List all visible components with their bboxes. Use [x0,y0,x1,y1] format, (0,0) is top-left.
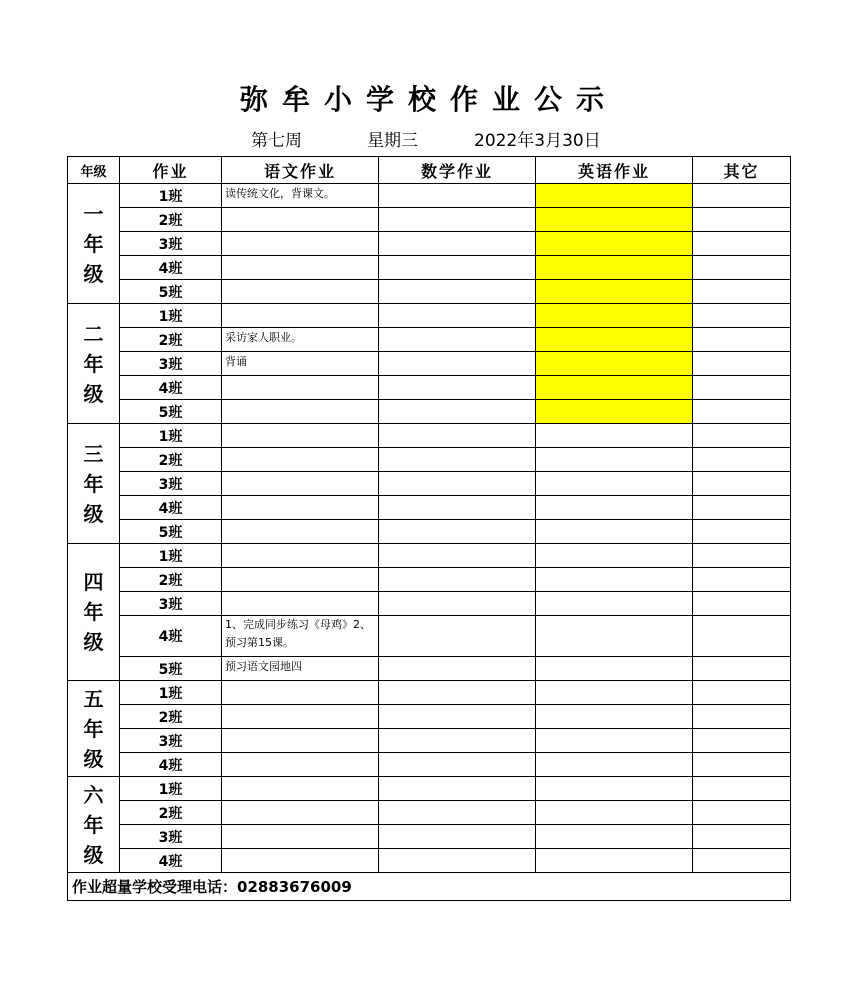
math-homework [379,657,536,681]
other-homework [693,777,791,801]
english-homework [536,448,693,472]
chinese-homework [222,568,379,592]
english-homework [536,777,693,801]
english-homework [536,280,693,304]
table-row [68,304,791,328]
grade-label [68,681,120,777]
english-homework [536,400,693,424]
math-homework [379,849,536,873]
class-label: 3班 [120,592,222,616]
math-homework [379,592,536,616]
math-homework [379,472,536,496]
grade-char: 年 [83,716,104,741]
class-label: 2班 [120,801,222,825]
table-row [68,568,791,592]
table-row [68,592,791,616]
grade-char: 年 [83,600,104,624]
math-homework [379,520,536,544]
chinese-homework [222,729,379,753]
other-homework [693,849,791,873]
math-homework [379,729,536,753]
grade-label [68,184,120,304]
math-homework [379,352,536,376]
class-label: 5班 [120,280,222,304]
table-row [68,729,791,753]
english-homework [536,544,693,568]
chinese-homework [222,448,379,472]
other-homework [693,256,791,280]
class-label: 3班 [120,825,222,849]
english-homework [536,424,693,448]
chinese-homework: 采访家人职业。 [222,328,379,352]
chinese-homework [222,304,379,328]
english-homework [536,184,693,208]
english-homework [536,705,693,729]
english-homework [536,328,693,352]
class-label: 5班 [120,520,222,544]
class-label: 3班 [120,352,222,376]
other-homework [693,448,791,472]
other-homework [693,400,791,424]
table-row [68,496,791,520]
header-row [68,157,791,184]
math-homework [379,304,536,328]
math-homework [379,328,536,352]
grade-char: 级 [83,630,104,654]
class-label: 1班 [120,304,222,328]
other-homework [693,657,791,681]
table-row [68,825,791,849]
footer-row [68,873,791,901]
math-homework [379,568,536,592]
class-label: 2班 [120,328,222,352]
chinese-homework [222,424,379,448]
header-english: 英语作业 [536,157,693,184]
weekday-label: 星期三 [367,131,418,151]
class-label: 1班 [120,777,222,801]
class-label: 2班 [120,705,222,729]
chinese-homework [222,753,379,777]
english-homework [536,496,693,520]
table-row [68,424,791,448]
grade-label [68,424,120,544]
chinese-homework [222,232,379,256]
class-label: 3班 [120,729,222,753]
table-row [68,232,791,256]
english-homework [536,801,693,825]
other-homework [693,544,791,568]
english-homework [536,208,693,232]
other-homework [693,801,791,825]
table-row [68,777,791,801]
table-row [68,520,791,544]
table-row [68,472,791,496]
other-homework [693,681,791,705]
chinese-homework [222,825,379,849]
math-homework [379,681,536,705]
table-row [68,184,791,208]
class-label: 5班 [120,400,222,424]
math-homework [379,801,536,825]
header-math: 数学作业 [379,157,536,184]
table-row [68,256,791,280]
english-homework [536,729,693,753]
math-homework [379,448,536,472]
class-label: 2班 [120,448,222,472]
chinese-homework [222,208,379,232]
header-homework: 作业 [120,157,222,184]
other-homework [693,592,791,616]
header-grade: 年级 [68,157,120,184]
chinese-homework [222,520,379,544]
math-homework [379,424,536,448]
other-homework [693,472,791,496]
other-homework [693,232,791,256]
english-homework [536,753,693,777]
table-row [68,753,791,777]
other-homework [693,184,791,208]
other-homework [693,304,791,328]
class-label: 3班 [120,232,222,256]
class-label: 2班 [120,568,222,592]
chinese-homework [222,544,379,568]
table-row [68,328,791,352]
math-homework [379,616,536,657]
chinese-homework [222,592,379,616]
english-homework [536,616,693,657]
other-homework [693,520,791,544]
grade-char: 一 [83,201,104,226]
other-homework [693,352,791,376]
english-homework [536,232,693,256]
math-homework [379,208,536,232]
other-homework [693,496,791,520]
class-label: 1班 [120,184,222,208]
class-label: 4班 [120,849,222,873]
grade-char: 年 [83,471,104,496]
grade-char: 四 [83,570,104,594]
table-row [68,657,791,681]
other-homework [693,376,791,400]
math-homework [379,496,536,520]
class-label: 4班 [120,496,222,520]
grade-label [68,304,120,424]
chinese-homework: 背诵 [222,352,379,376]
english-homework [536,657,693,681]
chinese-homework [222,681,379,705]
math-homework [379,544,536,568]
class-label: 4班 [120,753,222,777]
table-row [68,544,791,568]
table-row [68,681,791,705]
chinese-homework [222,801,379,825]
class-label: 5班 [120,657,222,681]
class-label: 4班 [120,376,222,400]
math-homework [379,753,536,777]
math-homework [379,777,536,801]
chinese-homework [222,705,379,729]
grade-label [68,777,120,873]
table-row [68,400,791,424]
table-row [68,616,791,657]
math-homework [379,400,536,424]
date-label: 2022年3月30日 [474,131,601,151]
other-homework [693,208,791,232]
page-title: 弥牟小学校作业公示 [239,83,618,116]
chinese-homework: 预习语文园地四 [222,657,379,681]
complaint-hotline: 作业超量学校受理电话：02883676009 [68,873,791,901]
english-homework [536,568,693,592]
grade-char: 级 [83,261,104,286]
other-homework [693,568,791,592]
class-label: 2班 [120,208,222,232]
english-homework [536,352,693,376]
other-homework [693,328,791,352]
class-label: 1班 [120,424,222,448]
grade-char: 级 [83,501,104,526]
english-homework [536,304,693,328]
table-row [68,376,791,400]
class-label: 4班 [120,616,222,657]
grade-char: 级 [83,842,104,867]
other-homework [693,825,791,849]
grade-char: 级 [83,381,104,406]
grade-char: 年 [83,812,104,837]
chinese-homework [222,777,379,801]
math-homework [379,256,536,280]
math-homework [379,705,536,729]
table-row [68,849,791,873]
chinese-homework [222,400,379,424]
table-row [68,208,791,232]
chinese-homework: 读传统文化，背课文。 [222,184,379,208]
english-homework [536,256,693,280]
chinese-homework [222,376,379,400]
homework-table [67,156,791,901]
grade-char: 年 [83,231,104,256]
english-homework [536,849,693,873]
table-body [68,184,791,873]
chinese-homework [222,472,379,496]
other-homework [693,753,791,777]
header-chinese: 语文作业 [222,157,379,184]
other-homework [693,616,791,657]
class-label: 1班 [120,544,222,568]
table-row [68,705,791,729]
week-label: 第七周 [251,131,302,151]
grade-label [68,544,120,681]
chinese-homework: 1、完成同步练习《母鸡》2、预习第15课。 [222,616,379,657]
chinese-homework [222,496,379,520]
chinese-homework [222,849,379,873]
grade-char: 五 [83,686,104,711]
math-homework [379,280,536,304]
english-homework [536,520,693,544]
table-row [68,801,791,825]
table-row [68,280,791,304]
chinese-homework [222,256,379,280]
grade-char: 年 [83,351,104,376]
grade-char: 三 [83,441,104,466]
english-homework [536,825,693,849]
other-homework [693,729,791,753]
chinese-homework [222,280,379,304]
table-row [68,448,791,472]
math-homework [379,376,536,400]
math-homework [379,232,536,256]
grade-char: 级 [83,746,104,771]
math-homework [379,825,536,849]
table-row [68,352,791,376]
english-homework [536,376,693,400]
other-homework [693,424,791,448]
math-homework [379,184,536,208]
grade-char: 六 [83,782,104,807]
grade-char: 二 [83,321,104,346]
english-homework [536,472,693,496]
header-other: 其它 [693,157,791,184]
other-homework [693,705,791,729]
class-label: 1班 [120,681,222,705]
class-label: 4班 [120,256,222,280]
other-homework [693,280,791,304]
english-homework [536,681,693,705]
english-homework [536,592,693,616]
class-label: 3班 [120,472,222,496]
